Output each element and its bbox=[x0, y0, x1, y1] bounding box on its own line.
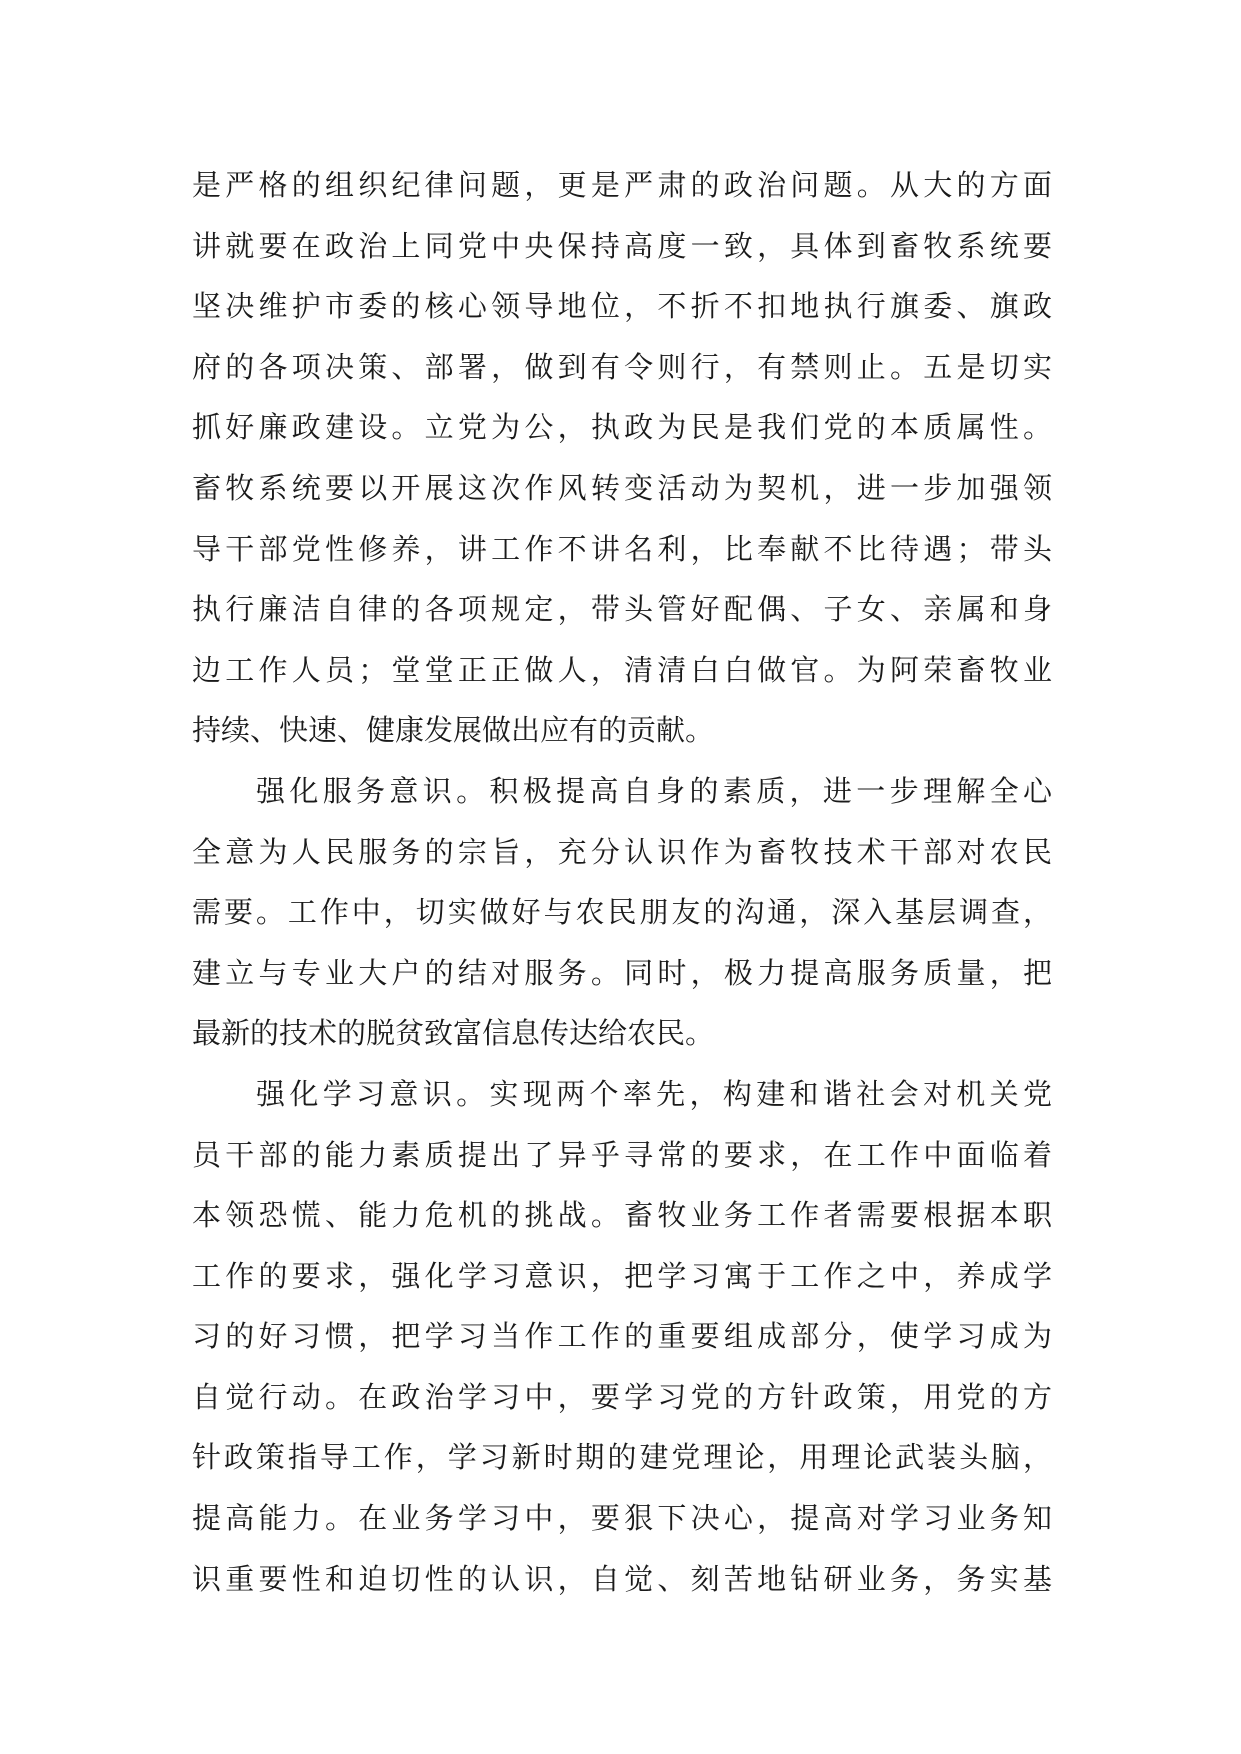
text-line: 习的好习惯，把学习当作工作的重要组成部分，使学习成为 bbox=[192, 1319, 1052, 1354]
text-line: 畜牧系统要以开展这次作风转变活动为契机，进一步加强领 bbox=[192, 470, 1052, 505]
text-line: 讲就要在政治上同党中央保持高度一致，具体到畜牧系统要 bbox=[192, 228, 1052, 263]
text-line: 自觉行动。在政治学习中，要学习党的方针政策，用党的方 bbox=[192, 1379, 1052, 1414]
text-line: 本领恐慌、能力危机的挑战。畜牧业务工作者需要根据本职 bbox=[192, 1198, 1052, 1233]
text-line: 最新的技术的脱贫致富信息传达给农民。 bbox=[192, 1016, 715, 1051]
text-line: 边工作人员；堂堂正正做人，清清白白做官。为阿荣畜牧业 bbox=[192, 652, 1052, 687]
paragraph-first-line: 强化服务意识。积极提高自身的素质，进一步理解全心 bbox=[256, 773, 1052, 808]
text-line: 坚决维护市委的核心领导地位，不折不扣地执行旗委、旗政 bbox=[192, 289, 1052, 324]
document-body bbox=[192, 155, 1052, 1609]
text-line: 识重要性和迫切性的认识，自觉、刻苦地钻研业务，务实基 bbox=[192, 1561, 1052, 1596]
text-line: 持续、快速、健康发展做出应有的贡献。 bbox=[192, 713, 715, 748]
text-line: 是严格的组织纪律问题，更是严肃的政治问题。从大的方面 bbox=[192, 168, 1052, 202]
text-line: 需要。工作中，切实做好与农民朋友的沟通，深入基层调查， bbox=[192, 895, 1052, 930]
text-line: 工作的要求，强化学习意识，把学习寓于工作之中，养成学 bbox=[192, 1258, 1052, 1293]
paragraph-first-line: 强化学习意识。实现两个率先，构建和谐社会对机关党 bbox=[256, 1076, 1052, 1111]
text-line: 建立与专业大户的结对服务。同时，极力提高服务质量，把 bbox=[192, 955, 1052, 990]
text-line: 抓好廉政建设。立党为公，执政为民是我们党的本质属性。 bbox=[192, 410, 1052, 445]
text-line: 提高能力。在业务学习中，要狠下决心，提高对学习业务知 bbox=[192, 1501, 1052, 1536]
text-line: 府的各项决策、部署，做到有令则行，有禁则止。五是切实 bbox=[192, 349, 1052, 384]
text-line: 全意为人民服务的宗旨，充分认识作为畜牧技术干部对农民 bbox=[192, 834, 1052, 869]
text-line: 执行廉洁自律的各项规定，带头管好配偶、子女、亲属和身 bbox=[192, 592, 1052, 627]
text-line: 针政策指导工作，学习新时期的建党理论，用理论武装头脑， bbox=[192, 1440, 1052, 1475]
text-line: 员干部的能力素质提出了异乎寻常的要求，在工作中面临着 bbox=[192, 1137, 1052, 1172]
text-line: 导干部党性修养，讲工作不讲名利，比奉献不比待遇；带头 bbox=[192, 531, 1052, 566]
